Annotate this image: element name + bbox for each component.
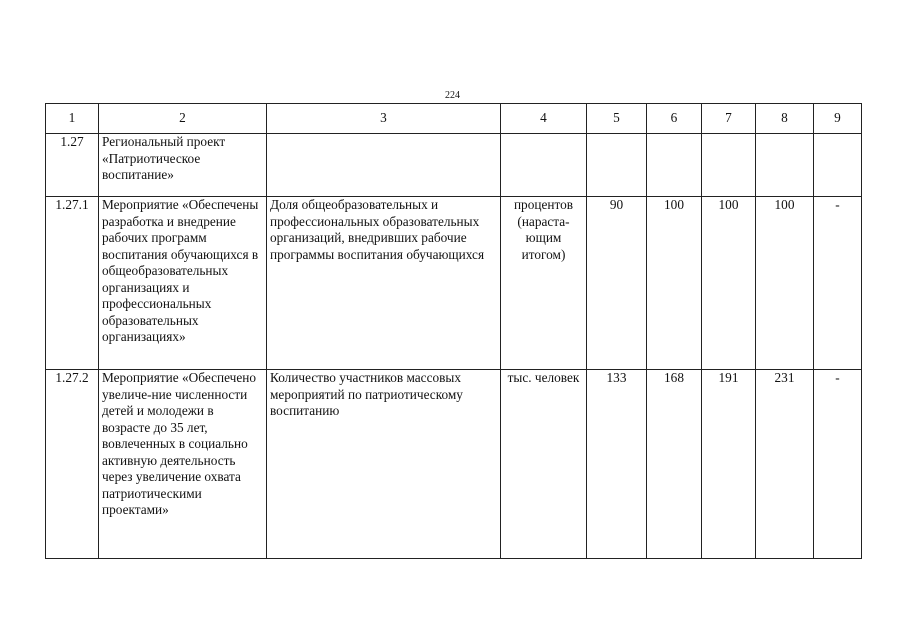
value-col8: 231 — [756, 370, 814, 559]
value-col8: 100 — [756, 197, 814, 370]
page-number: 224 — [445, 90, 460, 101]
value-col9: - — [814, 370, 862, 559]
table-row — [46, 370, 862, 559]
row-number: 1.27.1 — [46, 197, 99, 370]
value-col8 — [756, 134, 814, 197]
column-header: 4 — [501, 104, 587, 134]
indicator-name — [267, 134, 501, 197]
project-name: Региональный проект «Патриотическое воспитание» — [99, 134, 267, 197]
column-header: 5 — [587, 104, 647, 134]
row-number: 1.27 — [46, 134, 99, 197]
unit: процентов (нараста-ющим итогом) — [501, 197, 587, 370]
header-row — [46, 104, 862, 134]
table-row — [46, 197, 862, 370]
indicators-table — [45, 103, 862, 559]
row-number: 1.27.2 — [46, 370, 99, 559]
value-col7: 100 — [702, 197, 756, 370]
value-col9: - — [814, 197, 862, 370]
value-col5 — [587, 134, 647, 197]
unit: тыс. человек — [501, 370, 587, 559]
unit — [501, 134, 587, 197]
measure-name: Мероприятие «Обеспечено увеличе-ние численности детей и молодежи в возрасте до 35 лет, вовлеченных в социально активную деятельность через увеличение охвата патриотическими проектами» — [99, 370, 267, 559]
column-header: 6 — [647, 104, 702, 134]
value-col7 — [702, 134, 756, 197]
value-col5: 90 — [587, 197, 647, 370]
column-header: 8 — [756, 104, 814, 134]
indicator-name: Доля общеобразовательных и профессиональных образовательных организаций, внедривших рабочие программы воспитания обучающихся — [267, 197, 501, 370]
value-col7: 191 — [702, 370, 756, 559]
value-col6: 100 — [647, 197, 702, 370]
column-header: 1 — [46, 104, 99, 134]
value-col6: 168 — [647, 370, 702, 559]
table-row — [46, 134, 862, 197]
indicator-name: Количество участников массовых мероприятий по патриотическому воспитанию — [267, 370, 501, 559]
measure-name: Мероприятие «Обеспечены разработка и внедрение рабочих программ воспитания обучающихся в общеобразовательных организациях и профессиональных образовательных организациях» — [99, 197, 267, 370]
column-header: 7 — [702, 104, 756, 134]
column-header: 9 — [814, 104, 862, 134]
value-col9 — [814, 134, 862, 197]
value-col6 — [647, 134, 702, 197]
column-header: 3 — [267, 104, 501, 134]
value-col5: 133 — [587, 370, 647, 559]
column-header: 2 — [99, 104, 267, 134]
